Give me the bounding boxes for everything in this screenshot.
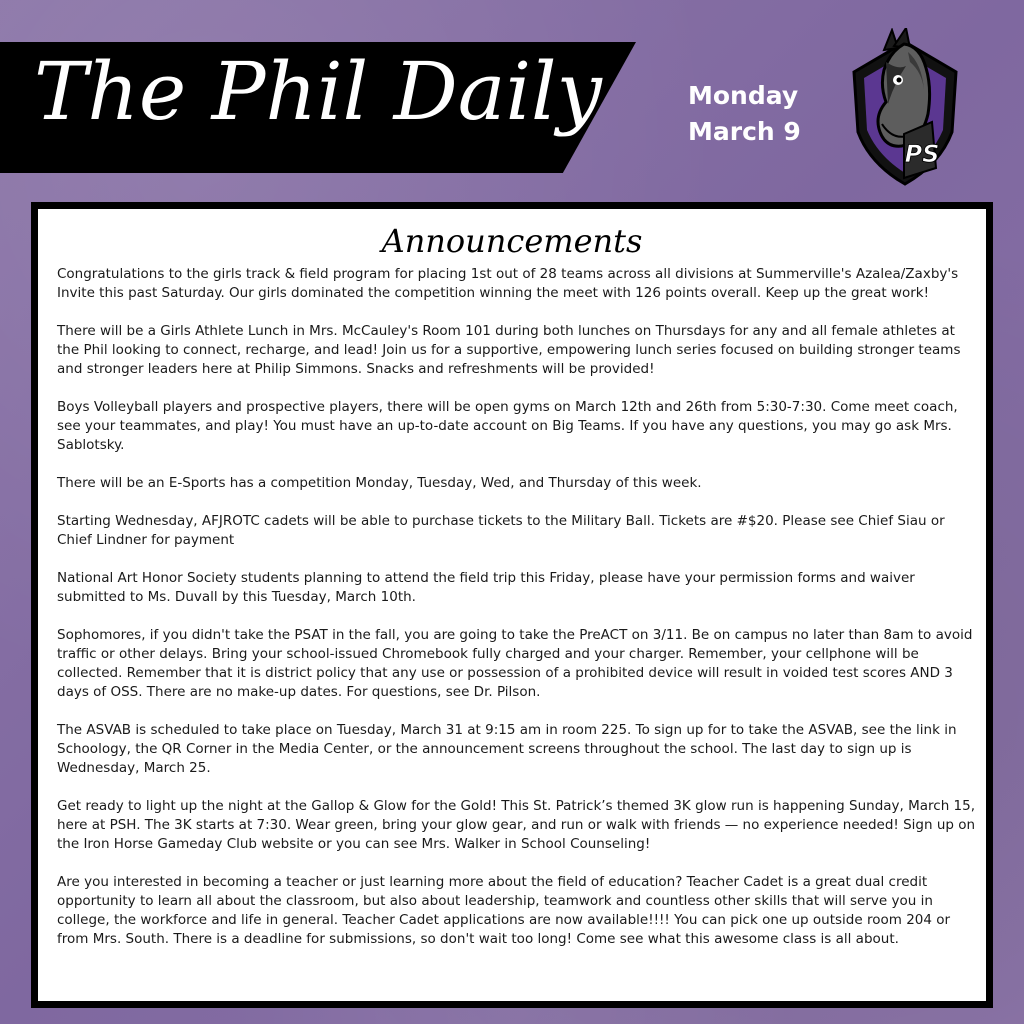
announcements-heading: Announcements xyxy=(381,222,643,260)
logo-initials: PS xyxy=(904,140,940,168)
announcement-item: National Art Honor Society students planning to attend the field trip this Friday, please have your permission forms and waiver submitted to Ms. Duvall by this Tuesday, March 10th. xyxy=(57,570,915,605)
date-block xyxy=(688,78,838,150)
announcement-item: Are you interested in becoming a teacher or just learning more about the field of education? Teacher Cadet is a great dual credit opportunity to learn all about the classroom, but also about leadership, teamwork and countless other skills that will serve you in college, the workforce and life in general. Teacher Cadet applications are now available!!!! You can pick one up outside room 204 or from Mrs. South. There is a deadline for submissions, so don't wait too long! Come see what this awesome class is all about. xyxy=(57,874,951,947)
announcement-item: There will be a Girls Athlete Lunch in Mrs. McCauley's Room 101 during both lunches on Thursdays for any and all female athletes at the Phil looking to connect, recharge, and lead! Join us for a supportive, empowering lunch series focused on building stronger teams and stronger leaders here at Philip Simmons. Snacks and refreshments will be provided! xyxy=(57,323,961,377)
announcement-item: Starting Wednesday, AFJROTC cadets will be able to purchase tickets to the Military Ball. Tickets are #$20. Please see Chief Siau or Chief Lindner for payment xyxy=(57,513,945,548)
newsletter-title: The Phil Daily xyxy=(34,45,602,138)
announcement-item: Sophomores, if you didn't take the PSAT in the fall, you are going to take the PreACT on 3/11. Be on campus no later than 8am to avoid traffic or other delays. Bring your school-issued Chromebook fully charged and your charger. Remember, your cellphone will be collected. Remember that it is district policy that any use or possession of a prohibited device will result in voided test scores AND 3 days of OSS. There are no make-up dates. For questions, see Dr. Pilson. xyxy=(57,627,973,700)
announcement-item: Congratulations to the girls track & field program for placing 1st out of 28 teams across all divisions at Summerville's Azalea/Zaxby's Invite this past Saturday. Our girls dominated the competition winning the meet with 126 points overall. Keep up the great work! xyxy=(57,266,959,301)
announcement-item: Get ready to light up the night at the Gallop & Glow for the Gold! This St. Patrick’s themed 3K glow run is happening Sunday, March 15, here at PSH. The 3K starts at 7:30. Wear green, bring your glow gear, and run or walk with friends — no experience needed! Sign up on the Iron Horse Gameday Club website or you can see Mrs. Walker in School Counseling! xyxy=(57,798,976,852)
announcement-item: The ASVAB is scheduled to take place on Tuesday, March 31 at 9:15 am in room 225. To sign up for to take the ASVAB, see the link in Schoology, the QR Corner in the Media Center, or the announcement screens throughout the school. The last day to sign up is Wednesday, March 25. xyxy=(57,722,957,776)
announcements-panel xyxy=(31,202,993,1008)
date-label: March 9 xyxy=(688,117,801,146)
announcement-item: There will be an E-Sports has a competition Monday, Tuesday, Wed, and Thursday of this week. xyxy=(57,475,702,491)
announcement-item: Boys Volleyball players and prospective players, there will be open gyms on March 12th and 26th from 5:30-7:30. Come meet coach, see your teammates, and play! You must have an up-to-date account on Big Teams. If you have any questions, you may go ask Mrs. Sablotsky. xyxy=(57,399,958,453)
horse-mascot-logo xyxy=(846,28,964,188)
announcement-list xyxy=(57,265,977,968)
day-label: Monday xyxy=(688,81,799,110)
